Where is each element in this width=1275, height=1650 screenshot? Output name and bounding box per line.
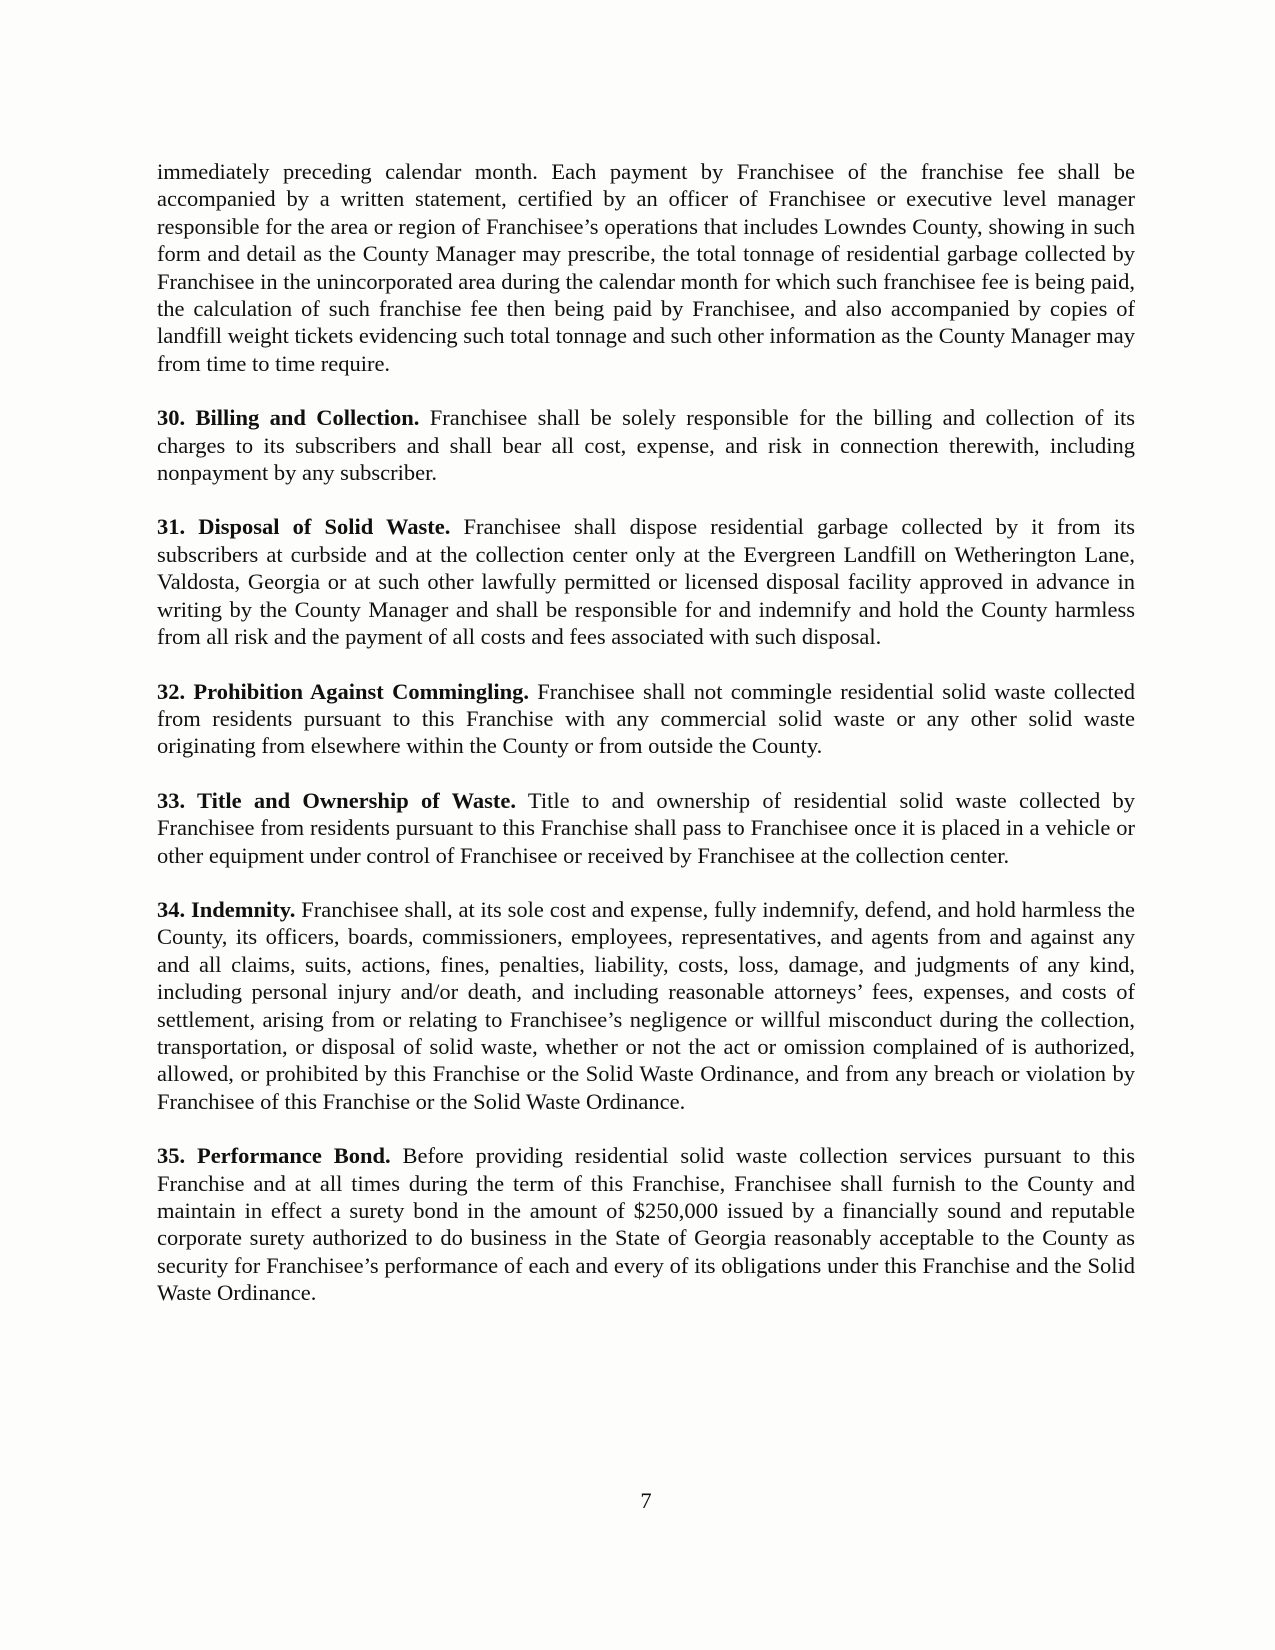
section-31-heading: 31. Disposal of Solid Waste.: [157, 514, 451, 540]
section-34-heading: 34. Indemnity.: [157, 896, 296, 922]
section-34-body: Franchisee shall, at its sole cost and expense, fully indemnify, defend, and hold harmless the County, its officers, boards, commissioners, employees, representatives, and agents from and against any and all claims, suits, actions, fines, penalties, liability, costs, loss, damage, and judgments of any kind, including personal injury and/or death, and including reasonable attorneys’ fees, expenses, and costs of settlement, arising from or relating to Franchisee’s negligence or willful misconduct during the collection, transportation, or disposal of solid waste, whether or not the act or omission complained of is authorized, allowed, or prohibited by this Franchise or the Solid Waste Ordinance, and from any breach or violation by Franchisee of this Franchise or the Solid Waste Ordinance.: [157, 896, 1136, 1114]
section-32-body: Franchisee shall not commingle residential solid waste collected from residents pursuant to this Franchise with any commercial solid waste or any other solid waste originating from elsewhere within the County or from outside the County.: [157, 678, 1135, 759]
intro-paragraph: [157, 158, 1135, 377]
section-31-disposal-of-solid-waste: [157, 513, 1135, 650]
page-number: 7: [640, 1488, 652, 1513]
section-35-heading: 35. Performance Bond.: [157, 1143, 391, 1169]
section-32-heading: 32. Prohibition Against Commingling.: [157, 678, 529, 704]
section-35-performance-bond: [157, 1142, 1135, 1306]
section-30-body: Franchisee shall be solely responsible for the billing and collection of its charges to its subscribers and shall bear all cost, expense, and risk in connection therewith, including nonpayment by any subscriber.: [157, 405, 1135, 486]
section-31-body: Franchisee shall dispose residential garbage collected by it from its subscribers at curbside and at the collection center only at the Evergreen Landfill on Wetherington Lane, Valdosta, Georgia or at such other lawfully permitted or licensed disposal facility approved in advance in writing by the County Manager and shall be responsible for and indemnify and hold the County harmless from all risk and the payment of all costs and fees associated with such disposal.: [157, 514, 1135, 650]
section-34-indemnity: [157, 896, 1135, 1115]
section-33-heading: 33. Title and Ownership of Waste.: [157, 787, 516, 813]
section-33-body: Title to and ownership of residential solid waste collected by Franchisee from residents pursuant to this Franchise shall pass to Franchisee once it is placed in a vehicle or other equipment under control of Franchisee or received by Franchisee at the collection center.: [157, 787, 1136, 868]
section-32-prohibition-against-commingling: [157, 678, 1135, 760]
section-30-heading: 30. Billing and Collection.: [157, 405, 420, 431]
section-30-billing-and-collection: [157, 404, 1135, 486]
section-35-body: Before providing residential solid waste collection services pursuant to this Franchise and at all times during the term of this Franchise, Franchisee shall furnish to the County and maintain in effect a surety bond in the amount of $250,000 issued by a financially sound and reputable corporate surety authorized to do business in the State of Georgia reasonably acceptable to the County as security for Franchisee’s performance of each and every of its obligations under this Franchise and the Solid Waste Ordinance.: [157, 1143, 1135, 1306]
document-text-block: [157, 158, 1135, 1307]
section-33-title-and-ownership-of-waste: [157, 787, 1135, 869]
intro-paragraph-text: immediately preceding calendar month. Each payment by Franchisee of the franchise fee shall be accompanied by a written statement, certified by an officer of Franchisee or executive level manager responsible for the area or region of Franchisee’s operations that includes Lowndes County, showing in such form and detail as the County Manager may prescribe, the total tonnage of residential garbage collected by Franchisee in the unincorporated area during the calendar month for which such franchisee fee is being paid, the calculation of such franchise fee then being paid by Franchisee, and also accompanied by copies of landfill weight tickets evidencing such total tonnage and such other information as the County Manager may from time to time require.: [157, 159, 1135, 376]
